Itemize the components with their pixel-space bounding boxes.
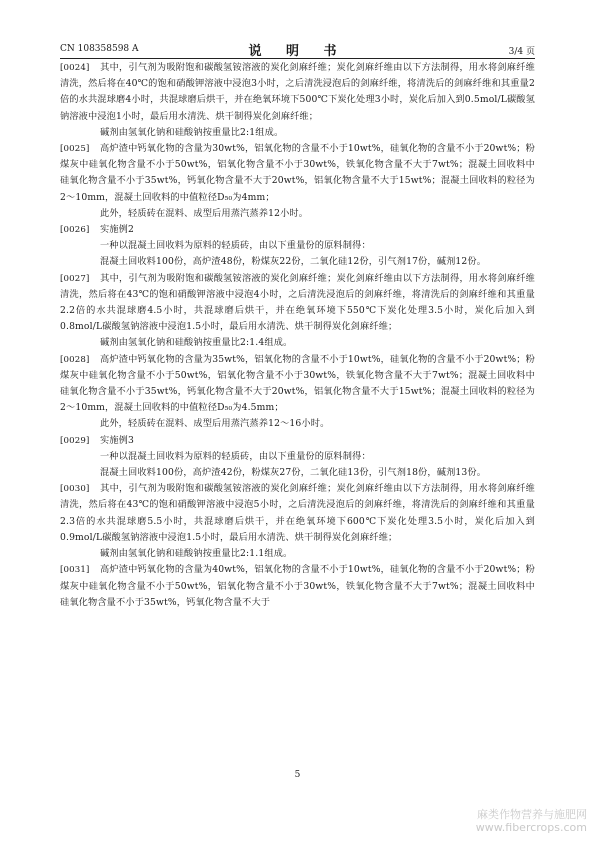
watermark-line1: 麻类作物营养与施肥网: [477, 808, 587, 821]
paragraph-text: 其中，引气剂为吸附饱和碳酸氢铵溶液的炭化剑麻纤维；炭化剑麻纤维由以下方法制得，用水将剑麻纤维清洗，然后将在43℃的饱和硝酸钾溶液中浸泡5小时，之后清洗浸泡后的剑麻纤维，将清洗后的剑麻纤维和其重量2.3倍的水共混球磨5.5小时，共混球磨后烘干，并在绝氧环境下600℃下炭化处理3.5小时，炭化后加入到0.9mol/L碳酸氢钠溶液中浸泡1.5小时，最后用水清洗、烘干制得炭化剑麻纤维；: [60, 483, 535, 543]
paragraph-text: 碱剂由氢氧化钠和硅酸钠按重量比2:1组成。: [100, 126, 284, 138]
paragraph-text: 碱剂由氢氧化钠和硅酸钠按重量比2:1.1组成。: [100, 548, 293, 560]
paragraph-number: [0027]: [60, 273, 90, 284]
page-number: 5: [294, 770, 301, 780]
paragraph-text: 此外，轻质砖在混料、成型后用蒸汽蒸养12小时。: [100, 207, 309, 219]
paragraph-text: 高炉渣中钙氧化物的含量为35wt%，铝氧化物的含量不小于10wt%，硅氧化物的含量不小于20wt%；粉煤灰中硅氧化物含量不小于50wt%，铝氧化物含量不小于30wt%，铁氧化物含量不大于7wt%；混凝土回收料中硅氧化物含量不小于35wt%，钙氧化物含量不大于20wt%，铝氧化物含量不大于15wt%；混凝土回收料的粒径为2～10mm，混凝土回收料的中值粒径D₅₀为4.5mm；: [60, 353, 535, 414]
paragraph-number: [0028]: [60, 354, 90, 365]
paragraph-text-line: [60, 335, 535, 351]
example-heading: 实施例2: [100, 224, 135, 236]
paragraph-number: [0029]: [60, 435, 90, 446]
page-info: 3/4 页: [508, 47, 535, 57]
paragraph-text: 高炉渣中钙氧化物的含量为30wt%，铝氧化物的含量不小于10wt%，硅氧化物的含量不小于20wt%；粉煤灰中硅氧化物含量不小于50wt%，铝氧化物含量不小于30wt%，铁氧化物含量不大于7wt%；混凝土回收料中硅氧化物含量不小于35wt%，钙氧化物含量不大于20wt%，铝氧化物含量不大于15wt%；混凝土回收料的粒径为2～10mm，混凝土回收料的中值粒径D₅₀为4mm；: [60, 143, 535, 203]
paragraph-0025: [60, 141, 535, 206]
paragraph-text-line: [60, 416, 535, 432]
paragraph-number: [0025]: [60, 144, 90, 155]
paragraph-text: 其中，引气剂为吸附饱和碳酸氢铵溶液的炭化剑麻纤维；炭化剑麻纤维由以下方法制得，用水将剑麻纤维清洗，然后将在43℃的饱和硝酸钾溶液中浸泡4小时，之后清洗浸泡后的剑麻纤维，将清洗后的剑麻纤维和其重量2.2倍的水共混球磨4.5小时，共混球磨后烘干，并在绝氧环境下550℃下炭化处理3.5小时，炭化后加入到0.8mol/L碳酸氢钠溶液中浸泡1.5小时，最后用水清洗、烘干制得炭化剑麻纤维；: [60, 272, 535, 333]
paragraph-text: 碱剂由氢氧化钠和硅酸钠按重量比2:1.4组成。: [100, 337, 293, 349]
header-rule: [60, 58, 535, 59]
watermark-line2: www.fibercrops.com: [475, 821, 587, 834]
paragraph-text-line: [60, 449, 535, 465]
paragraph-text: 高炉渣中钙氧化物的含量为40wt%，铝氧化物的含量不小于10wt%，硅氧化物的含量不小于20wt%；粉煤灰中硅氧化物含量不小于50wt%，铝氧化物含量不小于30wt%，铁氧化物含量不大于7wt%；混凝土回收料中硅氧化物含量不小于35wt%，钙氧化物含量不大于: [60, 564, 535, 608]
paragraph-text-line: [60, 465, 535, 481]
paragraph-text-line: [60, 546, 535, 562]
paragraph-0027: [60, 271, 535, 336]
paragraph-text: 其中，引气剂为吸附饱和碳酸氢铵溶液的炭化剑麻纤维；炭化剑麻纤维由以下方法制得，用水将剑麻纤维清洗，然后将在40℃的饱和硝酸钾溶液中浸泡3小时，之后清洗浸泡后的剑麻纤维，将清洗后的剑麻纤维和其重量2倍的水共混球磨4小时，共混球磨后烘干，并在绝氧环境下500℃下炭化处理3小时，炭化后加入到0.5mol/L碳酸氢钠溶液中浸泡1小时，最后用水清洗、烘干制得炭化剑麻纤维；: [60, 62, 535, 122]
paragraph-number: [0030]: [60, 484, 90, 495]
document-body: [60, 60, 535, 782]
paragraph-0026: [60, 222, 535, 238]
paragraph-0028: [60, 352, 535, 417]
paragraph-text-line: [60, 238, 535, 254]
paragraph-0030: [60, 481, 535, 546]
paragraph-number: [0024]: [60, 63, 90, 73]
document-title: 说 明 书: [248, 44, 347, 59]
paragraph-text: 一种以混凝土回收料为原料的轻质砖，由以下重量份的原料制得：: [100, 450, 371, 462]
publication-number: CN 108358598 A: [60, 44, 139, 54]
example-heading: 实施例3: [100, 434, 135, 446]
paragraph-text-line: [60, 206, 535, 222]
paragraph-text: 混凝土回收料100份，高炉渣42份，粉煤灰27份，二氧化硅13份，引气剂18份，碱剂13份。: [100, 467, 487, 479]
page-header: [60, 40, 535, 58]
paragraph-text: 混凝土回收料100份，高炉渣48份，粉煤灰22份，二氧化硅12份，引气剂17份，碱剂12份。: [100, 256, 487, 268]
paragraph-0024: [60, 60, 535, 125]
paragraph-text-line: [60, 125, 535, 141]
paragraph-0029: [60, 433, 535, 449]
paragraph-text: 此外，轻质砖在混料、成型后用蒸汽蒸养12～16小时。: [100, 418, 330, 430]
paragraph-text: 一种以混凝土回收料为原料的轻质砖，由以下重量份的原料制得：: [100, 240, 371, 252]
paragraph-0031: [60, 562, 535, 611]
paragraph-number: [0031]: [60, 565, 90, 576]
paragraph-number: [0026]: [60, 225, 90, 236]
watermark: [476, 808, 587, 834]
paragraph-text-line: [60, 254, 535, 270]
